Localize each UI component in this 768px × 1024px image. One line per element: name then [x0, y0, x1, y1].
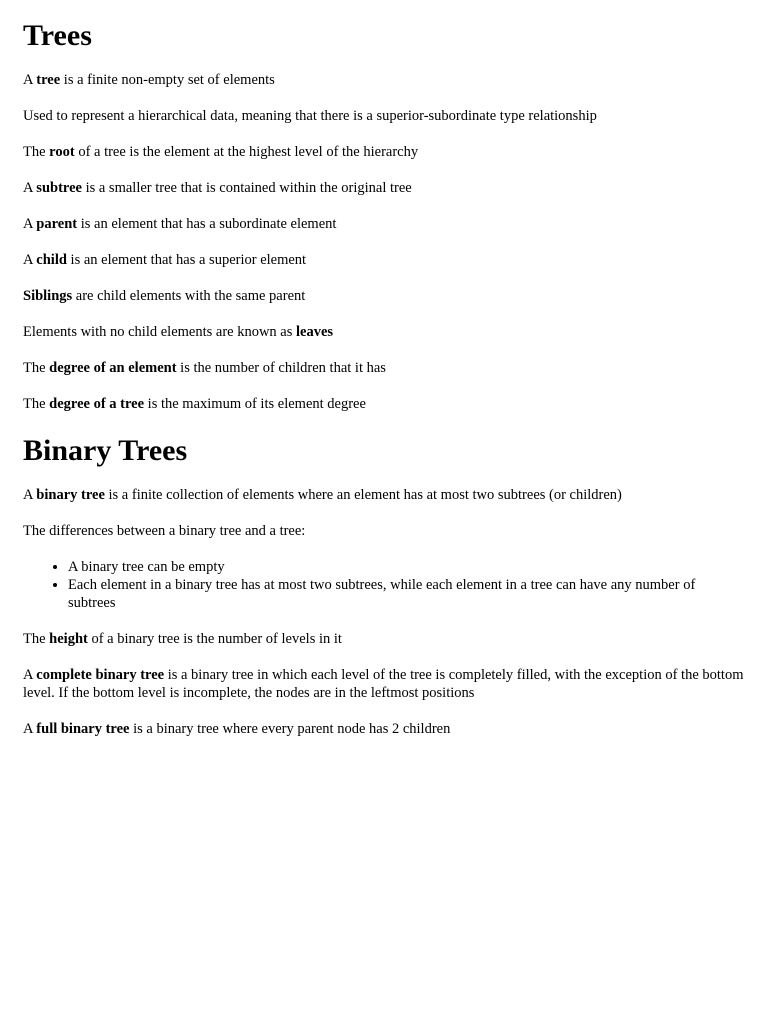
- text: is an element that has a subordinate element: [77, 216, 337, 232]
- list-item: • A binary tree can be empty: [68, 558, 745, 576]
- def-degree-element: [23, 359, 745, 377]
- term-child: child: [36, 252, 67, 268]
- heading-trees: Trees: [23, 19, 92, 52]
- differences-list: [23, 558, 745, 612]
- text: is a binary tree where every parent node has 2 children: [129, 721, 451, 737]
- text: The: [23, 144, 50, 160]
- term-complete-binary-tree: complete binary tree: [36, 667, 165, 683]
- text: is the number of children that it has: [176, 360, 386, 376]
- text: is the maximum of its element degree: [144, 396, 366, 412]
- text: The: [23, 396, 50, 412]
- def-full-binary-tree: [23, 720, 745, 738]
- text: is a finite non-empty set of elements: [60, 72, 275, 88]
- term-subtree: subtree: [36, 180, 82, 196]
- text: Used to represent a hierarchical data, meaning that there is a superior-subordinate type relationship: [23, 108, 597, 124]
- text: Elements with no child elements are known as: [23, 324, 297, 340]
- def-subtree: [23, 179, 745, 197]
- term-full-binary-tree: full binary tree: [36, 721, 130, 737]
- def-child: [23, 251, 745, 269]
- text: is a smaller tree that is contained within the original tree: [81, 180, 412, 196]
- def-root: [23, 143, 745, 161]
- term-siblings: Siblings: [23, 288, 73, 304]
- text: is an element that has a superior element: [66, 252, 307, 268]
- text: A: [23, 180, 37, 196]
- def-siblings: [23, 287, 745, 305]
- text: A: [23, 721, 37, 737]
- heading-binary-trees: Binary Trees: [23, 434, 188, 467]
- text: of a tree is the element at the highest level of the hierarchy: [74, 144, 419, 160]
- def-parent: [23, 215, 745, 233]
- def-height: [23, 630, 745, 648]
- text: A: [23, 216, 37, 232]
- text: A: [23, 252, 37, 268]
- def-hierarchical: [23, 107, 745, 125]
- text: The: [23, 360, 50, 376]
- def-binary-tree: [23, 486, 745, 504]
- term-tree: tree: [36, 72, 61, 88]
- text: The: [23, 631, 50, 647]
- text: A: [23, 667, 37, 683]
- list-item: • Each element in a binary tree has at most two subtrees, while each element in a tree can have any number of subtrees: [68, 576, 745, 612]
- text: is a finite collection of elements where an element has at most two subtrees (or children): [104, 487, 622, 503]
- text: are child elements with the same parent: [72, 288, 306, 304]
- text: is a binary tree in which each level of the tree is completely filled, with the exception of the bottom level. If the bottom level is incomplete, the nodes are in the leftmost positions: [23, 667, 744, 701]
- term-parent: parent: [36, 216, 78, 232]
- term-root: root: [49, 144, 75, 160]
- term-degree-tree: degree of a tree: [49, 396, 145, 412]
- term-leaves: leaves: [296, 324, 334, 340]
- text: A: [23, 487, 37, 503]
- text: A: [23, 72, 37, 88]
- def-tree: [23, 71, 745, 89]
- text: of a binary tree is the number of levels in it: [87, 631, 342, 647]
- term-degree-element: degree of an element: [49, 360, 177, 376]
- term-height: height: [49, 631, 88, 647]
- def-leaves: [23, 323, 745, 341]
- term-binary-tree: binary tree: [36, 487, 105, 503]
- def-degree-tree: [23, 395, 745, 413]
- differences-lead: The differences between a binary tree and a tree:: [23, 523, 306, 539]
- def-complete-binary-tree: [23, 666, 745, 702]
